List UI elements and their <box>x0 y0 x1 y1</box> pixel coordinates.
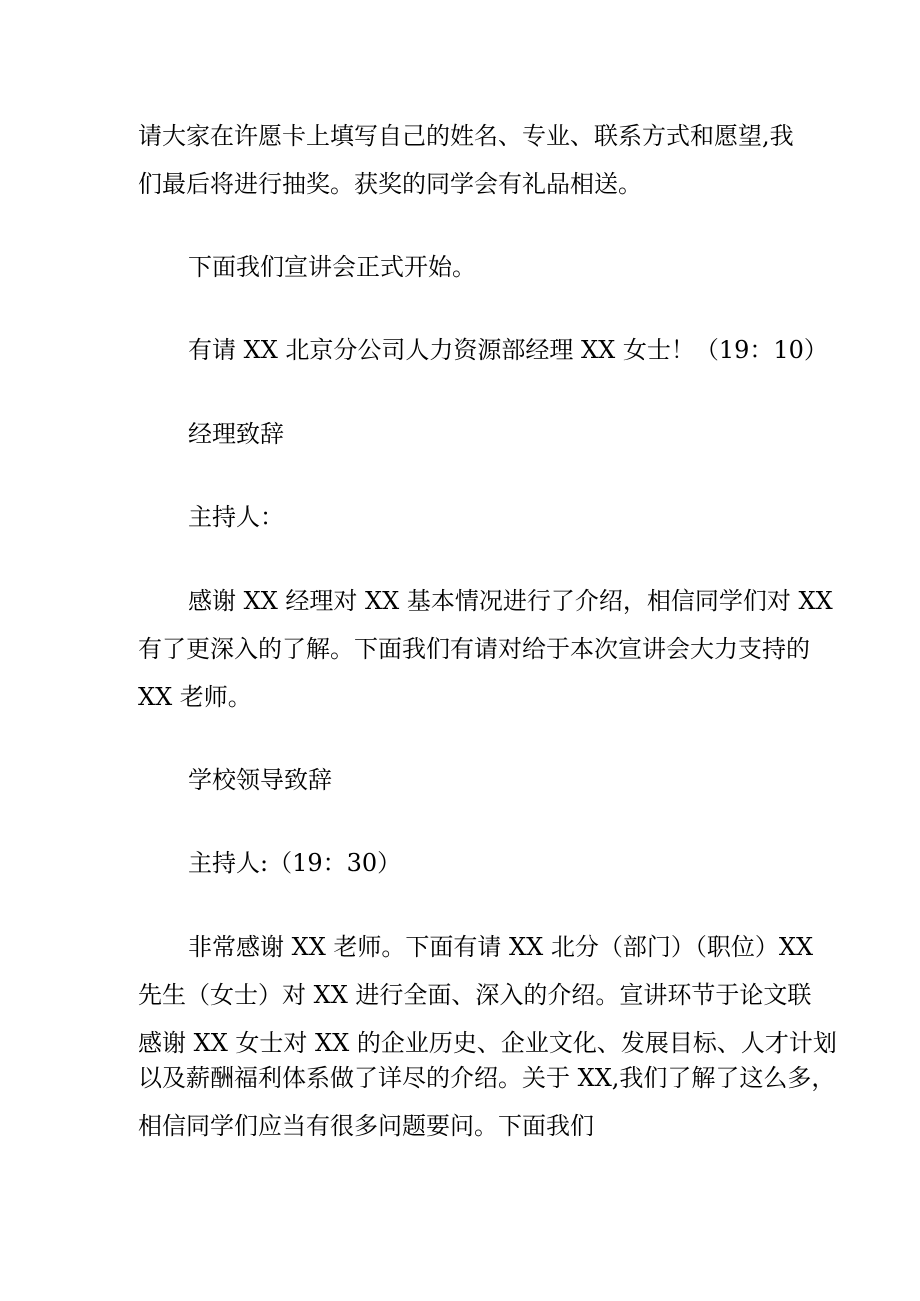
paragraph-line: 请大家在许愿卡上填写自己的姓名、专业、联系方式和愿望,我 <box>138 122 794 150</box>
paragraph-line: 以及薪酬福利体系做了详尽的介绍。关于 XX,我们了解了这么多， <box>138 1064 836 1092</box>
speaker-label: 主持人:（19：30） <box>188 849 402 877</box>
paragraph-line: 下面我们宣讲会正式开始。 <box>188 253 476 281</box>
paragraph-line: 非常感谢 XX 老师。下面有请 XX 北分（部门）（职位）XX <box>188 933 814 961</box>
paragraph-line: 有请 XX 北京分公司人力资源部经理 XX 女士！（19：10） <box>188 336 828 364</box>
paragraph-line: 相信同学们应当有很多问题要问。下面我们 <box>138 1112 594 1140</box>
paragraph-line: 感谢 XX 经理对 XX 基本情况进行了介绍，相信同学们对 XX <box>188 587 833 615</box>
paragraph-line: 先生（女士）对 XX 进行全面、深入的介绍。宣讲环节于论文联 <box>138 981 812 1009</box>
paragraph-line: 们最后将进行抽奖。获奖的同学会有礼品相送。 <box>138 170 642 198</box>
paragraph-line: XX 老师。 <box>138 683 252 711</box>
speaker-label: 主持人： <box>188 503 284 531</box>
paragraph-line: 有了更深入的了解。下面我们有请对给于本次宣讲会大力支持的 <box>138 635 810 663</box>
paragraph-line: 感谢 XX 女士对 XX 的企业历史、企业文化、发展目标、人才计划 <box>138 1029 837 1057</box>
section-heading: 学校领导致辞 <box>188 766 332 794</box>
section-heading: 经理致辞 <box>188 420 284 448</box>
